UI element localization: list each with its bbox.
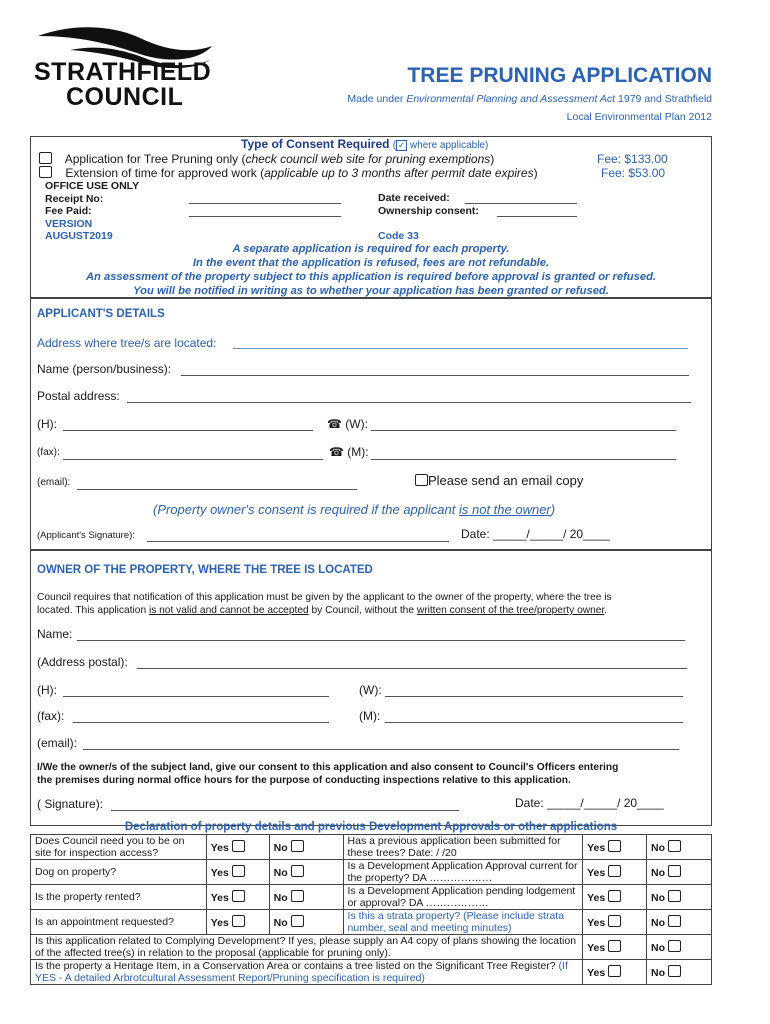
owner-intro-line2 bbox=[37, 604, 612, 617]
note-text: where applicable) bbox=[409, 140, 489, 151]
notice-4: You will be notified in writing as to whether your application has been granted or refused. bbox=[133, 285, 609, 297]
no-option[interactable] bbox=[647, 835, 712, 860]
phone-icon: ☎ bbox=[327, 417, 342, 431]
owner-intro bbox=[37, 591, 612, 617]
consent-note-text: (Property owner's consent is required if the applicant bbox=[153, 502, 459, 517]
subtitle-text: Made under bbox=[347, 93, 407, 105]
notice-2: In the event that the application is refused, fees are not refundable. bbox=[192, 257, 550, 269]
yes-option-label: Yes bbox=[210, 917, 232, 929]
fee-paid-field[interactable] bbox=[189, 206, 341, 217]
no-option[interactable] bbox=[647, 910, 712, 935]
question-text: Is this application related to Complying Development? If yes, please supply an A4 copy of plans showing the location of the affected tree(s) in relation to the proposal (applicable for pruning only). bbox=[35, 935, 577, 959]
owner-address-label: (Address postal): bbox=[37, 655, 128, 669]
no-option[interactable] bbox=[647, 860, 712, 885]
option1-italic: check council web site for pruning exemptions bbox=[245, 152, 491, 166]
owner-work-label: (W): bbox=[359, 683, 382, 697]
page-title: TREE PRUNING APPLICATION bbox=[407, 64, 712, 87]
no-option-checkbox[interactable] bbox=[668, 915, 681, 927]
no-option-checkbox[interactable] bbox=[668, 890, 681, 902]
work-phone-row bbox=[327, 417, 368, 431]
no-option[interactable] bbox=[269, 835, 343, 860]
question-text: Is the property a Heritage Item, in a Conservation Area or contains a tree listed on the Significant Tree Register? bbox=[35, 960, 559, 972]
receipt-label: Receipt No: bbox=[45, 192, 104, 205]
no-option-checkbox[interactable] bbox=[291, 890, 304, 902]
consent-heading bbox=[241, 137, 488, 151]
office-use-heading: OFFICE USE ONLY bbox=[45, 180, 140, 192]
no-option[interactable] bbox=[269, 910, 343, 935]
yes-option[interactable] bbox=[583, 960, 647, 985]
owner-name-field[interactable] bbox=[77, 629, 685, 641]
yes-option[interactable] bbox=[206, 835, 269, 860]
fee-extension: Fee: $53.00 bbox=[601, 166, 666, 180]
ownership-consent-label: Ownership consent: bbox=[378, 205, 479, 217]
notices bbox=[31, 242, 711, 298]
home-phone-field[interactable] bbox=[63, 419, 313, 431]
owner-consent-line1: I/We the owner/s of the subject land, give our consent to this application and also consent to Council's Officers entering bbox=[37, 762, 619, 773]
no-option[interactable] bbox=[647, 960, 712, 985]
postal-address-label: Postal address: bbox=[37, 389, 120, 403]
question-cell: Does Council need you to be on site for inspection access? bbox=[31, 835, 207, 860]
question-cell: Is an appointment requested? bbox=[31, 910, 207, 935]
yes-option-checkbox[interactable] bbox=[232, 840, 245, 852]
yes-option-checkbox[interactable] bbox=[608, 940, 621, 952]
yes-option[interactable] bbox=[206, 910, 269, 935]
owner-name-label: Name: bbox=[37, 627, 73, 641]
table-row bbox=[31, 935, 712, 960]
no-option-label: No bbox=[651, 942, 668, 954]
question-cell: Is this a strata property? (Please include strata number, seal and meeting minutes) bbox=[343, 910, 583, 935]
no-option-checkbox[interactable] bbox=[668, 865, 681, 877]
owner-mobile-label: (M): bbox=[359, 709, 381, 723]
council-logo bbox=[30, 20, 220, 110]
subtitle-text-end: 1979 and Strathfield bbox=[615, 93, 712, 105]
yes-option-checkbox[interactable] bbox=[608, 865, 621, 877]
owner-email-field[interactable] bbox=[83, 738, 679, 750]
email-label: (email): bbox=[37, 477, 71, 488]
no-option-checkbox[interactable] bbox=[291, 915, 304, 927]
no-option-checkbox[interactable] bbox=[291, 865, 304, 877]
yes-option[interactable] bbox=[206, 885, 269, 910]
table-row bbox=[31, 960, 712, 985]
no-option-label: No bbox=[651, 917, 668, 929]
owner-work-field[interactable] bbox=[385, 685, 683, 697]
owner-email-label: (email): bbox=[37, 736, 78, 750]
intro-text: located. This application bbox=[37, 605, 149, 616]
consent-option-extension[interactable] bbox=[39, 166, 538, 180]
yes-option-checkbox[interactable] bbox=[608, 915, 621, 927]
yes-option[interactable] bbox=[206, 860, 269, 885]
yes-option[interactable] bbox=[583, 860, 647, 885]
declaration-section bbox=[30, 820, 712, 985]
no-option-label: No bbox=[651, 967, 668, 979]
mobile-label: (M): bbox=[347, 445, 369, 459]
no-option-label: No bbox=[273, 917, 291, 929]
checkbox-pruning[interactable] bbox=[39, 152, 52, 164]
question-cell bbox=[31, 935, 583, 960]
notice-3: An assessment of the property subject to this application is required before approval is granted or refused. bbox=[85, 271, 657, 283]
no-option-checkbox[interactable] bbox=[668, 940, 681, 952]
notice-1: A separate application is required for each property. bbox=[232, 243, 510, 255]
no-option-checkbox[interactable] bbox=[291, 840, 304, 852]
owner-home-field[interactable] bbox=[63, 685, 329, 697]
version-date: AUGUST2019 bbox=[45, 230, 113, 243]
yes-option[interactable] bbox=[583, 835, 647, 860]
fee-pruning: Fee: $133.00 bbox=[597, 152, 668, 166]
consent-note-close: ) bbox=[550, 502, 556, 517]
office-use-block bbox=[45, 180, 139, 243]
email-field[interactable] bbox=[77, 479, 357, 490]
no-option-label: No bbox=[651, 892, 668, 904]
work-phone-field[interactable] bbox=[371, 419, 676, 431]
owner-address-field[interactable] bbox=[137, 657, 687, 669]
owner-consent-note bbox=[153, 502, 555, 517]
fee-paid-label: Fee Paid: bbox=[45, 205, 92, 218]
subtitle-act: Environmental Planning and Assessment Act bbox=[406, 93, 616, 105]
applicant-date[interactable]: Date: _____/_____/ 20____ bbox=[461, 527, 610, 541]
no-option[interactable] bbox=[647, 935, 712, 960]
yes-option-label: Yes bbox=[587, 867, 609, 879]
question-cell: Dog on property? bbox=[31, 860, 207, 885]
page-subtitle bbox=[347, 93, 712, 105]
question-cell: Is a Development Application Approval current for the property? DA ……………… bbox=[343, 860, 583, 885]
applicant-name-label: Name (person/business): bbox=[37, 362, 172, 376]
yes-option-label: Yes bbox=[587, 917, 609, 929]
owner-consent-statement bbox=[37, 761, 618, 787]
yes-option-label: Yes bbox=[587, 892, 609, 904]
owner-date[interactable]: Date: _____/_____/ 20____ bbox=[515, 796, 664, 810]
no-option[interactable] bbox=[647, 885, 712, 910]
page-subtitle-line2: Local Environmental Plan 2012 bbox=[566, 111, 712, 123]
no-option-label: No bbox=[273, 842, 291, 854]
no-option[interactable] bbox=[269, 860, 343, 885]
code-label: Code 33 bbox=[378, 230, 419, 242]
consent-heading-note bbox=[393, 140, 489, 151]
org-name-line1: STRATHFIELD bbox=[34, 58, 212, 86]
applicant-signature-label: (Applicant's Signature): bbox=[37, 530, 135, 541]
yes-option-checkbox[interactable] bbox=[608, 965, 621, 977]
consent-section bbox=[30, 136, 712, 298]
question-cell: Is a Development Application pending lodgement or approval? DA ……………… bbox=[343, 885, 583, 910]
yes-option-label: Yes bbox=[210, 842, 232, 854]
intro-underline-2: written consent of the tree/property owner bbox=[416, 605, 605, 616]
option2-italic: applicable up to 3 months after permit date expires bbox=[264, 166, 534, 180]
checkbox-extension[interactable] bbox=[39, 166, 52, 178]
yes-option-checkbox[interactable] bbox=[232, 865, 245, 877]
owner-signature-field[interactable] bbox=[111, 799, 459, 811]
owner-fax-label: (fax): bbox=[37, 709, 65, 723]
phone-icon: ☎ bbox=[329, 445, 344, 459]
checkbox-email-copy[interactable] bbox=[415, 474, 428, 486]
question-cell: Is the property rented? bbox=[31, 885, 207, 910]
owner-mobile-field[interactable] bbox=[385, 711, 683, 723]
date-received-field[interactable] bbox=[465, 193, 577, 204]
email-copy-label: Please send an email copy bbox=[428, 473, 584, 488]
intro-text-2: by Council, without the bbox=[308, 605, 417, 616]
fax-label: (fax): bbox=[37, 447, 60, 458]
option2-close: ) bbox=[533, 166, 538, 180]
owner-intro-line1: Council requires that notification of this application must be given by the applicant to the owner of the property, where the tree is bbox=[37, 592, 612, 603]
applicant-heading: APPLICANT'S DETAILS bbox=[37, 308, 165, 320]
intro-text-3: . bbox=[604, 605, 608, 616]
yes-option[interactable] bbox=[583, 910, 647, 935]
tree-address-row bbox=[37, 336, 216, 350]
option1-close: ) bbox=[490, 152, 495, 166]
tree-address-label: Address where tree/s are located: bbox=[37, 336, 217, 350]
yes-option-label: Yes bbox=[587, 942, 609, 954]
email-copy-option[interactable] bbox=[415, 473, 583, 488]
owner-home-label: (H): bbox=[37, 683, 57, 697]
checkbox-checked-icon: ✓ bbox=[397, 140, 406, 150]
table-row bbox=[31, 885, 712, 910]
tree-address-field[interactable] bbox=[233, 337, 688, 349]
date-received-label: Date received: bbox=[378, 192, 450, 204]
question-cell bbox=[31, 960, 583, 985]
note-open: ( bbox=[392, 140, 397, 151]
work-phone-label: (W): bbox=[345, 417, 368, 431]
yes-option-checkbox[interactable] bbox=[608, 890, 621, 902]
no-option-checkbox[interactable] bbox=[668, 840, 681, 852]
no-option-checkbox[interactable] bbox=[668, 965, 681, 977]
consent-note-underline: is not the owner bbox=[458, 502, 551, 517]
yes-option-checkbox[interactable] bbox=[232, 890, 245, 902]
mobile-field[interactable] bbox=[371, 449, 676, 460]
applicant-section bbox=[30, 298, 712, 550]
owner-fax-field[interactable] bbox=[73, 711, 329, 723]
applicant-signature-field[interactable] bbox=[147, 531, 449, 542]
table-row bbox=[31, 860, 712, 885]
no-option[interactable] bbox=[269, 885, 343, 910]
owner-section bbox=[30, 550, 712, 826]
declaration-heading: Declaration of property details and previous Development Approvals or other applications bbox=[124, 821, 618, 833]
fax-field[interactable] bbox=[63, 449, 323, 460]
owner-consent-line2: the premises during normal office hours for the purpose of conducting inspections relative to this application. bbox=[37, 775, 571, 786]
no-option-label: No bbox=[651, 867, 668, 879]
option1-text: Application for Tree Pruning only ( bbox=[64, 152, 246, 166]
yes-option-label: Yes bbox=[210, 892, 232, 904]
declaration-table bbox=[30, 834, 712, 985]
owner-signature-label: ( Signature): bbox=[37, 797, 104, 811]
owner-heading: OWNER OF THE PROPERTY, WHERE THE TREE IS LOCATED bbox=[37, 564, 373, 576]
yes-option-checkbox[interactable] bbox=[608, 840, 621, 852]
no-option-label: No bbox=[273, 892, 291, 904]
question-note: (If YES - A detailed Arbrotcultural Assessment Report/Pruning specification is required) bbox=[35, 960, 568, 984]
intro-underline-1: is not valid and cannot be accepted bbox=[148, 605, 309, 616]
yes-option[interactable] bbox=[583, 885, 647, 910]
yes-option-label: Yes bbox=[587, 842, 609, 854]
postal-address-field[interactable] bbox=[127, 391, 691, 403]
version-label: VERSION bbox=[45, 217, 93, 230]
question-cell: Has a previous application been submitted for these trees? Date: / /20 bbox=[343, 835, 583, 860]
option2-text: Extension of time for approved work ( bbox=[65, 166, 265, 180]
consent-heading-text: Type of Consent Required bbox=[241, 137, 390, 151]
yes-option-label: Yes bbox=[210, 867, 232, 879]
applicant-name-field[interactable] bbox=[181, 364, 689, 376]
receipt-field[interactable] bbox=[189, 193, 341, 204]
yes-option[interactable] bbox=[583, 935, 647, 960]
no-option-label: No bbox=[651, 842, 668, 854]
ownership-consent-field[interactable] bbox=[497, 206, 577, 217]
yes-option-checkbox[interactable] bbox=[232, 915, 245, 927]
table-row bbox=[31, 910, 712, 935]
mobile-row bbox=[329, 445, 369, 459]
yes-option-label: Yes bbox=[587, 967, 609, 979]
home-phone-label: (H): bbox=[37, 417, 57, 431]
table-row bbox=[31, 835, 712, 860]
consent-option-pruning[interactable] bbox=[39, 152, 494, 166]
org-name-line2: COUNCIL bbox=[66, 83, 184, 111]
no-option-label: No bbox=[273, 867, 291, 879]
